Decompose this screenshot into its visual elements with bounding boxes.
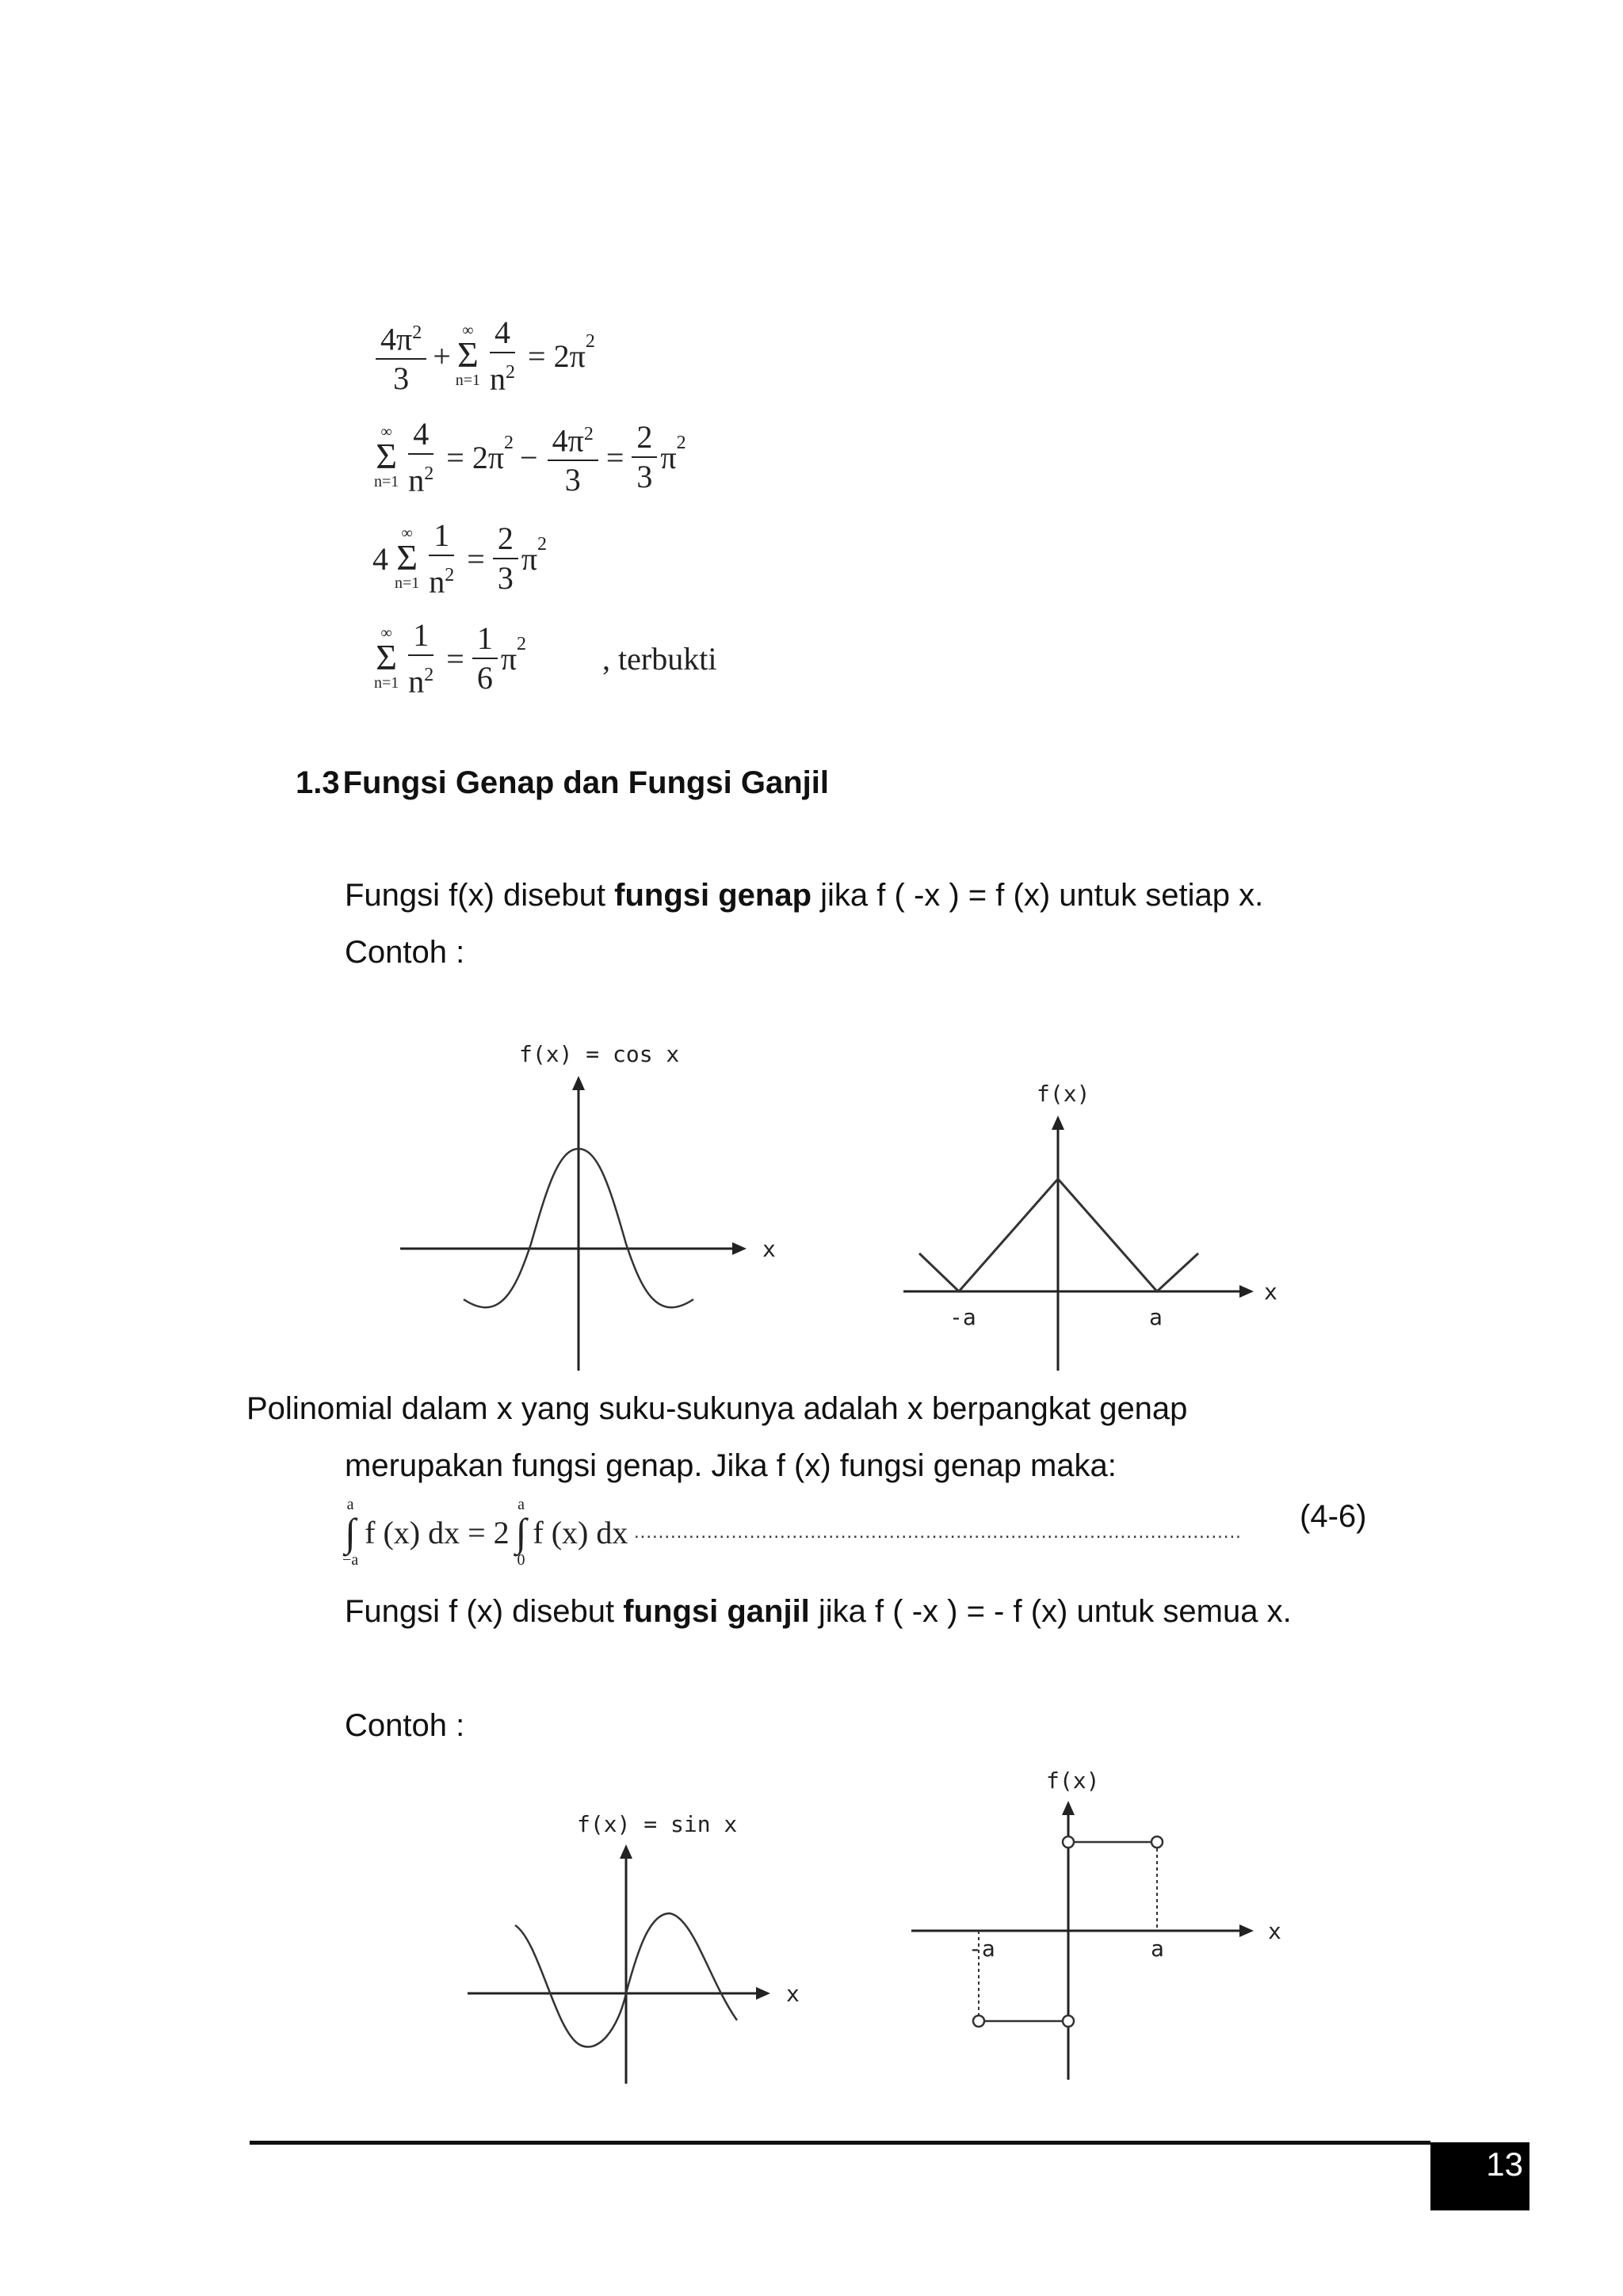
graph-title: f(x) = sin x — [577, 1811, 738, 1837]
denominator: 3 — [636, 459, 653, 495]
exponent: 2 — [504, 433, 514, 453]
section-heading — [296, 764, 829, 802]
denominator: n — [490, 360, 506, 397]
numerator: 4 — [408, 417, 433, 455]
x-axis-arrow — [756, 1987, 770, 2000]
pi-symbol: π — [500, 640, 517, 677]
x-axis-label: x — [1264, 1279, 1277, 1305]
denominator: 6 — [476, 660, 493, 696]
numerator: 4π — [380, 321, 413, 357]
fraction — [485, 315, 520, 396]
denominator: n — [408, 663, 425, 700]
exponent: 2 — [412, 322, 422, 343]
fraction — [376, 315, 426, 396]
graph-title: f(x) — [1046, 1768, 1100, 1794]
definition-text: Fungsi f(x) disebut — [345, 878, 615, 913]
equation-rhs: = 2π — [528, 338, 586, 374]
equation-4 — [372, 618, 716, 699]
lower-limit: −a — [342, 1551, 359, 1569]
polynomial-statement: Polinomial dalam x yang suku-sukunya adalah x berpangkat genap — [246, 1391, 1188, 1426]
exponent: 2 — [424, 463, 434, 484]
numerator: 4π — [552, 422, 584, 459]
sum-upper-limit: ∞ — [380, 423, 392, 441]
equation-tag: (4-6) — [1300, 1499, 1367, 1534]
exponent: 2 — [506, 362, 516, 383]
open-point — [1063, 2016, 1074, 2027]
neg-a-label: -a — [949, 1304, 976, 1330]
pi-symbol: π — [521, 540, 538, 577]
exponent: 2 — [537, 534, 548, 555]
sigma: Σ — [376, 637, 398, 678]
open-point — [1063, 1836, 1074, 1848]
pi-symbol: π — [660, 439, 677, 475]
odd-function-definition — [345, 1592, 1292, 1630]
term-even-function: fungsi genap — [614, 878, 812, 913]
sum-upper-limit: ∞ — [401, 524, 413, 543]
denominator: 3 — [393, 360, 410, 397]
sum-lower-limit: n=1 — [455, 372, 481, 390]
integral-symbol — [342, 1496, 358, 1569]
section-number: 1.3 — [296, 765, 340, 800]
fraction — [632, 420, 657, 494]
coefficient: 4 — [372, 540, 388, 577]
x-axis-label: x — [762, 1236, 776, 1262]
plus-sign: + — [433, 338, 451, 374]
leader-dots: .................................................................................................... — [634, 1521, 1242, 1543]
footer-rule — [250, 2141, 1430, 2145]
exponent: 2 — [676, 433, 686, 453]
numerator: 1 — [429, 518, 454, 556]
equals-sign: = — [467, 540, 485, 577]
sigma: Σ — [396, 537, 418, 578]
integral-expression: f (x) dx — [533, 1514, 628, 1550]
upper-limit: a — [346, 1496, 354, 1513]
y-axis-arrow — [1062, 1801, 1075, 1815]
graph-title: f(x) — [1037, 1081, 1090, 1107]
fraction — [472, 621, 498, 696]
summation-symbol — [456, 322, 480, 389]
definition-text: Fungsi f (x) disebut — [345, 1594, 624, 1629]
pos-a-label: a — [1149, 1304, 1163, 1330]
pos-a-label: a — [1151, 1936, 1164, 1962]
summation-symbol — [374, 424, 399, 490]
equals-sign: = — [605, 439, 624, 475]
graph-title: f(x) = cos x — [519, 1041, 680, 1067]
equation-3 — [372, 518, 547, 599]
term-odd-function: fungsi ganjil — [623, 1594, 810, 1629]
integral-equation — [342, 1496, 628, 1569]
integral-expression: f (x) dx = 2 — [365, 1514, 510, 1550]
proof-note: , terbukti — [602, 640, 717, 677]
summation-symbol — [374, 625, 399, 692]
fraction — [403, 417, 438, 498]
lower-limit: 0 — [517, 1551, 525, 1569]
definition-text: jika f ( -x ) = - f (x) untuk semua x. — [809, 1594, 1292, 1629]
equals-sign: = — [446, 640, 464, 677]
sigma: Σ — [457, 334, 479, 376]
sum-lower-limit: n=1 — [395, 574, 420, 593]
fraction — [424, 518, 459, 599]
section-title: Fungsi Genap dan Fungsi Ganjil — [342, 765, 829, 800]
minus-sign: − — [520, 439, 538, 475]
denominator: 3 — [497, 560, 514, 597]
x-axis-label: x — [1268, 1918, 1281, 1944]
y-axis-arrow — [620, 1844, 632, 1859]
cos-graph — [388, 1030, 800, 1379]
page-number: 13 — [1430, 2142, 1529, 2210]
numerator: 2 — [632, 420, 657, 458]
equation-2 — [372, 417, 686, 498]
example-label: Contoh : — [345, 935, 465, 970]
integral-symbol — [516, 1496, 527, 1569]
denominator: 3 — [564, 462, 581, 498]
exponent: 2 — [424, 665, 434, 685]
summation-symbol — [395, 525, 419, 592]
exponent: 2 — [445, 565, 455, 585]
sum-lower-limit: n=1 — [374, 674, 399, 692]
integral-sign: ∫ — [345, 1510, 356, 1554]
equation-1 — [372, 315, 595, 396]
fraction — [548, 417, 598, 498]
integral-sign: ∫ — [515, 1510, 527, 1554]
exponent: 2 — [583, 424, 594, 444]
numerator: 1 — [408, 618, 433, 656]
numerator: 2 — [493, 521, 518, 559]
denominator: n — [429, 563, 445, 600]
sum-upper-limit: ∞ — [380, 624, 392, 643]
x-axis-arrow — [1239, 1924, 1254, 1937]
definition-text: jika f ( -x ) = f (x) untuk setiap x. — [812, 878, 1264, 913]
y-axis-arrow — [572, 1076, 585, 1090]
sum-lower-limit: n=1 — [374, 473, 399, 491]
upper-limit: a — [517, 1496, 525, 1513]
step-graph — [903, 1763, 1300, 2084]
fraction — [493, 521, 518, 596]
denominator: n — [408, 462, 425, 498]
sin-graph — [460, 1798, 824, 2092]
exponent: 2 — [517, 634, 527, 654]
neg-a-label: -a — [968, 1936, 995, 1962]
x-axis-label: x — [786, 1981, 800, 2007]
even-function-definition — [345, 876, 1263, 914]
sum-upper-limit: ∞ — [462, 322, 474, 340]
numerator: 4 — [490, 315, 515, 353]
sigma: Σ — [376, 436, 398, 477]
fraction — [403, 618, 438, 699]
example-label: Contoh : — [345, 1708, 465, 1743]
polynomial-statement-cont: merupakan fungsi genap. Jika f (x) fungsi genap maka: — [345, 1448, 1117, 1483]
y-axis-arrow — [1052, 1116, 1064, 1130]
x-axis-arrow — [1239, 1285, 1254, 1298]
numerator: 1 — [472, 621, 498, 659]
exponent: 2 — [585, 331, 595, 352]
open-point — [973, 2016, 984, 2027]
open-point — [1151, 1836, 1163, 1848]
x-axis-arrow — [732, 1242, 747, 1255]
equation-middle: = 2π — [446, 439, 505, 475]
triangle-graph — [896, 1070, 1308, 1379]
